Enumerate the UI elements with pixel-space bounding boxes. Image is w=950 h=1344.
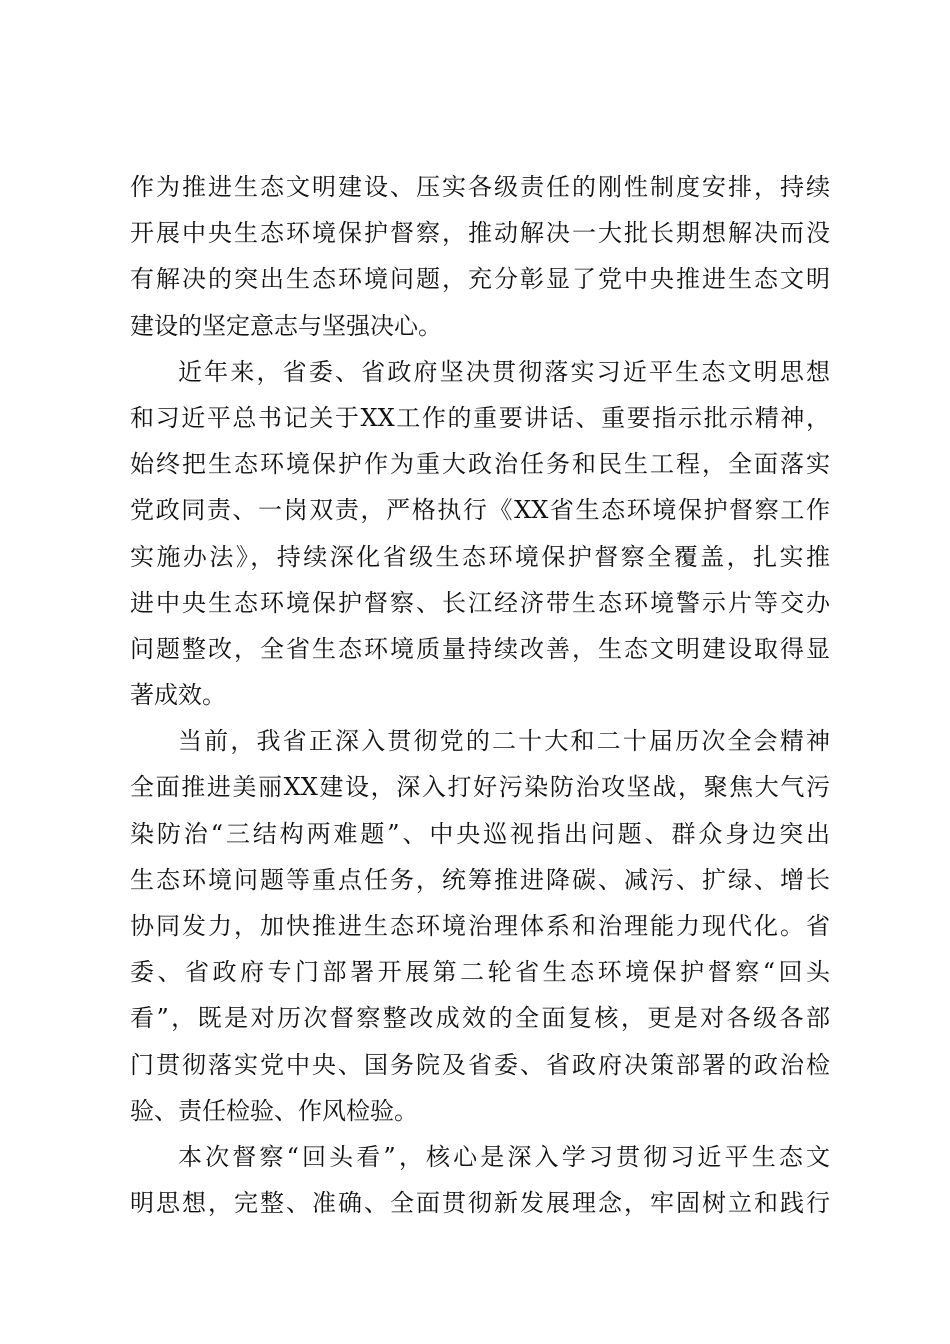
text-line: 始终把生态环境保护作为重大政治任务和民生工程，全面落实 — [130, 450, 830, 479]
text-line: 著成效。 — [130, 681, 226, 710]
text-line: 染防治“三结构两难题”、中央巡视指出问题、群众身边突出 — [130, 819, 830, 848]
text-line: 进中央生态环境保护督察、长江经济带生态环境警示片等交办 — [130, 588, 830, 617]
text-line: 作为推进生态文明建设、压实各级责任的刚性制度安排，持续 — [130, 173, 830, 201]
text-line: 明思想，完整、准确、全面贯彻新发展理念，牢固树立和践行 — [130, 1189, 830, 1218]
text-line: 实施办法》，持续深化省级生态环境保护督察全覆盖，扎实推 — [130, 542, 830, 571]
text-line: 全面推进美丽XX建设，深入打好污染防治攻坚战，聚焦大气污 — [130, 773, 830, 802]
text-line: 委、省政府专门部署开展第二轮省生态环境保护督察“回头 — [130, 958, 830, 987]
text-line: 开展中央生态环境保护督察，推动解决一大批长期想解决而没 — [130, 219, 830, 248]
text-line: 本次督察“回头看”，核心是深入学习贯彻习近平生态文 — [178, 1142, 830, 1171]
text-line: 建设的坚定意志与坚强决心。 — [130, 311, 442, 340]
text-line: 当前，我省正深入贯彻党的二十大和二十届历次全会精神 — [178, 727, 830, 756]
text-line: 问题整改，全省生态环境质量持续改善，生态文明建设取得显 — [130, 634, 830, 663]
paragraph-4 — [130, 1134, 830, 1226]
text-line: 和习近平总书记关于XX工作的重要讲话、重要指示批示精神， — [130, 403, 830, 432]
text-line: 党政同责、一岗双责，严格执行《XX省生态环境保护督察工作 — [130, 496, 830, 525]
text-line: 有解决的突出生态环境问题，充分彰显了党中央推进生态文明 — [130, 265, 830, 294]
paragraph-3 — [130, 718, 830, 1134]
text-line: 近年来，省委、省政府坚决贯彻落实习近平生态文明思想 — [178, 357, 830, 386]
text-line: 协同发力，加快推进生态环境治理体系和治理能力现代化。省 — [130, 912, 830, 940]
text-line: 看”，既是对历次督察整改成效的全面复核，更是对各级各部 — [130, 1004, 830, 1033]
text-line: 门贯彻落实党中央、国务院及省委、省政府决策部署的政治检 — [130, 1050, 830, 1079]
text-line: 验、责任检验、作风检验。 — [130, 1096, 418, 1125]
document-body — [130, 164, 830, 1226]
text-line: 生态环境问题等重点任务，统筹推进降碳、减污、扩绿、增长 — [130, 865, 830, 894]
paragraph-2 — [130, 349, 830, 719]
paragraph-1 — [130, 164, 830, 349]
